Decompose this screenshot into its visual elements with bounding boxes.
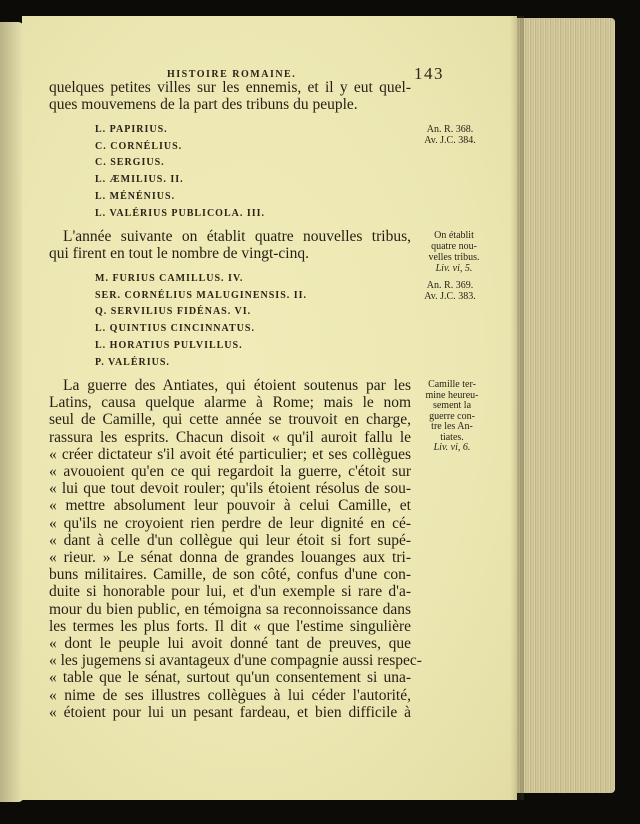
text-line: buns militaires. Camille, de son côté, confus d'une con-: [49, 566, 411, 584]
margin-line: Av. J.C. 383.: [424, 291, 476, 302]
text-line: « créer dictateur s'il avoit été particulier; et ses collègues: [49, 445, 411, 463]
margin-line: mine heureu-: [425, 389, 479, 401]
margin-reference: Liv. vi, 5.: [435, 263, 473, 274]
text-line: « nime de ses illustres collègues à lui céder l'autorité,: [49, 686, 411, 704]
text-line: « avouoient qu'en ce qui regardoit la guerre, c'étoit sur: [49, 463, 411, 481]
text-line: « rieur. » Le sénat donna de grandes louanges aux tri-: [49, 549, 411, 567]
book-page: [22, 16, 517, 800]
tribune-name: C. CORNÉLIUS.: [95, 140, 183, 152]
paragraph-1: [49, 79, 411, 113]
margin-line: On établit: [434, 230, 474, 241]
tribune-name: L. PAPIRIUS.: [95, 124, 168, 135]
text-line: les termes les plus forts. Il dit « que l'estime singulière: [49, 617, 411, 635]
text-line: Latins, causa quelque alarme à Rome; mais le nom: [49, 394, 411, 412]
margin-line: velles tribus.: [428, 252, 480, 263]
text-line: seul de Camille, qui cette année se trouvoit en charge,: [49, 411, 411, 429]
margin-note-2: [412, 380, 492, 454]
text-line: « mettre absolument leur pouvoir à celui Camille, et: [49, 497, 411, 515]
margin-line: An. R. 368.: [426, 124, 474, 135]
text-line: « dant à celle d'un collègue qui leur étoit si fort supé-: [49, 531, 411, 549]
margin-line: quatre nou-: [431, 241, 477, 252]
margin-line: An. R. 369.: [426, 280, 474, 291]
running-title: HISTOIRE ROMAINE.: [167, 69, 297, 80]
margin-line: tre les An-: [431, 421, 473, 432]
tribune-name: L. VALÉRIUS PUBLICOLA. III.: [95, 207, 266, 219]
text-line: « dont le peuple lui avoit donné tant de preuves, que: [49, 635, 411, 653]
tribune-name: SER. CORNÉLIUS MALUGINENSIS. II.: [95, 289, 308, 301]
text-line: duite si honorable pour lui, et d'un exemple si rare d'a-: [49, 583, 411, 601]
tribune-name: L. ÆMILIUS. II.: [95, 174, 184, 186]
margin-line: sement la: [432, 400, 472, 411]
text-line: qui firent en tout le nombre de vingt-cinq.: [49, 245, 309, 263]
gutter-shadow: [510, 16, 524, 800]
text-line: ques mouvemens de la part des tribuns du peuple.: [49, 96, 358, 114]
margin-line: guerre con-: [429, 410, 475, 422]
tribune-name: L. MÉNÉNIUS.: [95, 190, 176, 202]
text-line: L'année suivante on établit quatre nouvelles tribus,: [63, 228, 411, 245]
paragraph-2: [49, 228, 411, 262]
page-number: 143: [414, 64, 444, 83]
tribunes-list-2: [95, 271, 307, 371]
text-line: « les jugemens si avantageux d'une compagnie aussi respec-: [49, 652, 422, 670]
tribune-name: M. FURIUS CAMILLUS. IV.: [95, 273, 244, 284]
margin-date-1: [410, 124, 490, 146]
facing-page-edge: [0, 22, 24, 802]
margin-date-2: [410, 280, 490, 302]
tribune-name: P. VALÉRIUS.: [95, 356, 170, 368]
text-line: rassura les esprits. Chacun disoit « qu'il auroit fallu le: [49, 428, 411, 446]
text-line: La guerre des Antiates, qui étoient soutenus par les: [63, 377, 411, 394]
tribune-name: L. HORATIUS PULVILLUS.: [95, 339, 243, 351]
tribune-name: C. SERGIUS.: [95, 157, 165, 169]
tribunes-list-1: [95, 122, 265, 222]
text-line: quelques petites villes sur les ennemis, et il y eut quel-: [49, 79, 411, 96]
tribune-name: L. QUINTIUS CINCINNATUS.: [95, 323, 255, 335]
text-line: « lui que tout devoit rouler; qu'ils étoient résolus de sou-: [49, 480, 411, 498]
tribune-name: Q. SERVILIUS FIDÉNAS. VI.: [95, 306, 252, 318]
text-line: mour du bien public, en témoigna sa reconnoissance dans: [49, 600, 411, 618]
margin-reference: Liv. vi, 6.: [433, 442, 471, 453]
text-line: « table que le sénat, surtout qu'un consentement si una-: [49, 669, 411, 687]
page-block-edges: [515, 18, 615, 793]
margin-line: Av. J.C. 384.: [424, 135, 476, 146]
text-line: « qu'ils ne croyoient rien perdre de leur dignité en cé-: [49, 514, 411, 532]
margin-note-1: [414, 230, 494, 274]
paragraph-3: [49, 377, 422, 721]
margin-line: Camille ter-: [428, 379, 476, 390]
margin-line: tiates.: [440, 431, 464, 443]
text-line: « étoient pour lui un pesant fardeau, et bien difficile à: [49, 703, 411, 721]
